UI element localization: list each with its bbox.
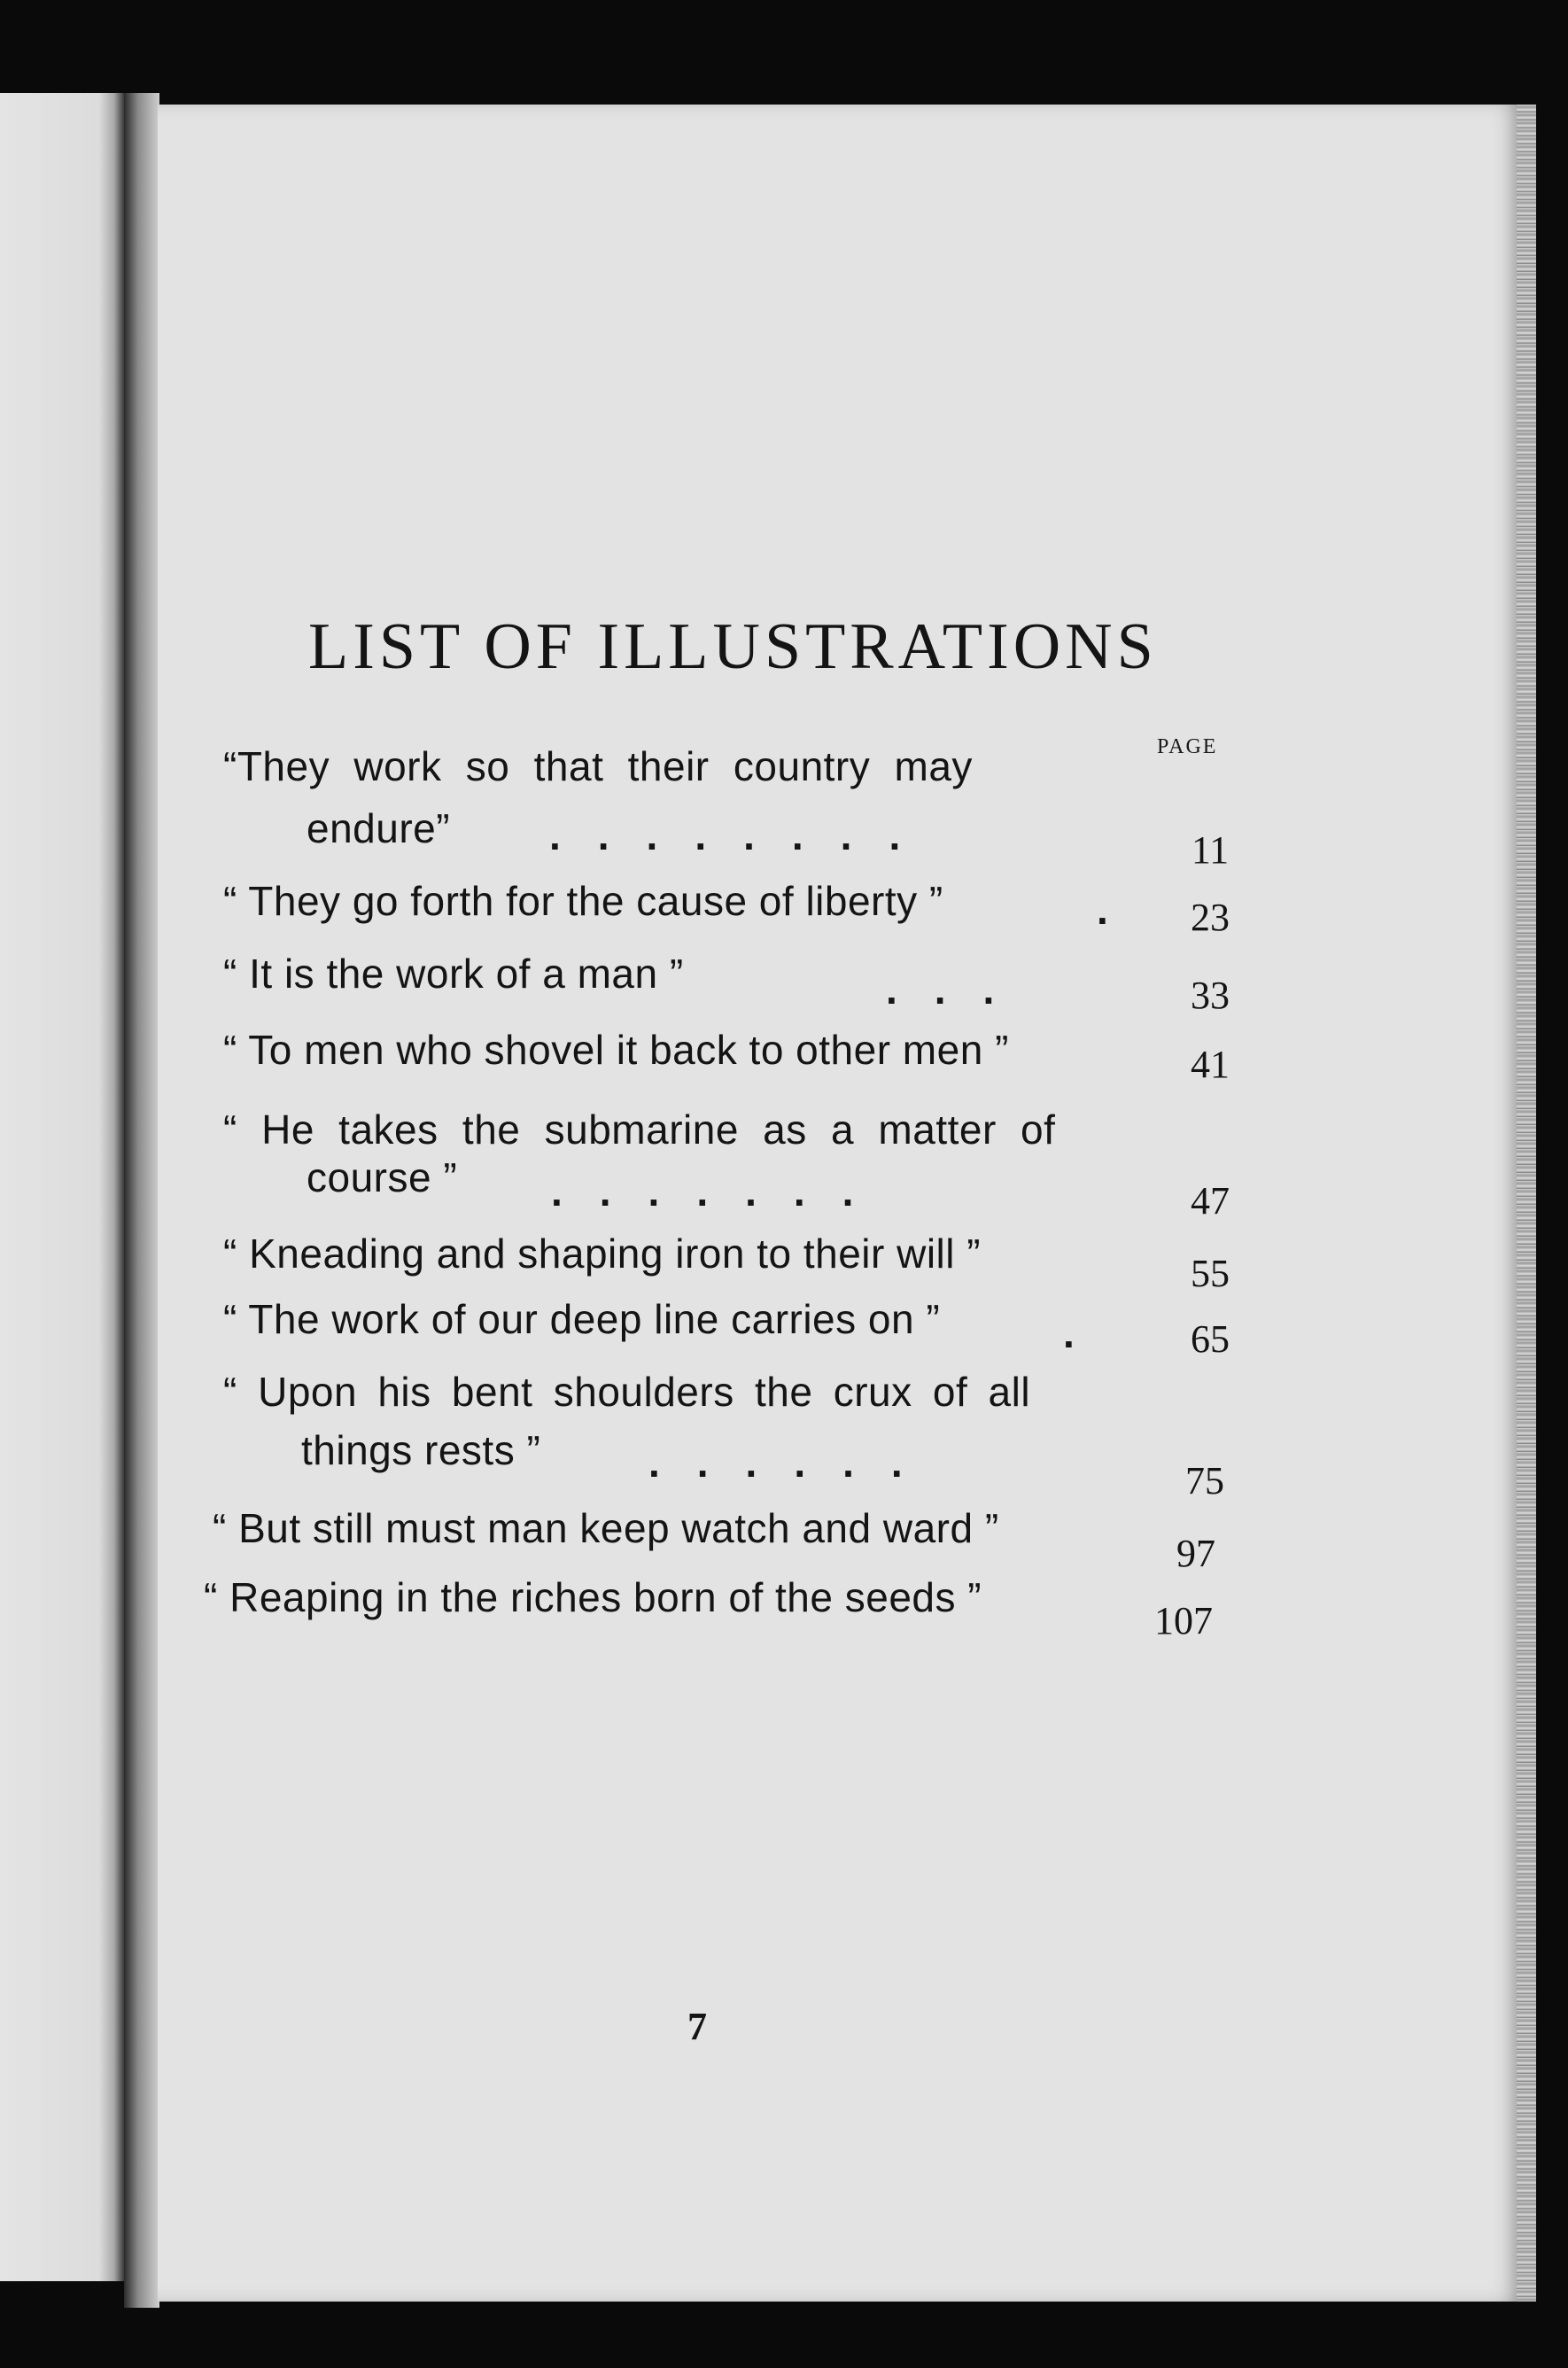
- entry-2-leader-dots: .: [1097, 887, 1145, 933]
- entry-4-line-1: “ To men who shovel it back to other men ”: [223, 1027, 1009, 1073]
- entry-1-leader-dots: ........: [549, 812, 938, 858]
- entry-9-page-number: 97: [1176, 1532, 1215, 1575]
- entry-3-line-1: “ It is the work of a man ”: [223, 951, 684, 997]
- entry-8-page-number: 75: [1185, 1459, 1224, 1502]
- entry-6-page-number: 55: [1191, 1252, 1230, 1295]
- entry-2-page-number: 23: [1191, 896, 1230, 939]
- entry-1-line-1: “They work so that their country may: [223, 743, 973, 789]
- entry-3-leader-dots: ...: [886, 967, 1032, 1013]
- page-title: LIST OF ILLUSTRATIONS: [308, 610, 1158, 683]
- entry-8-leader-dots: ......: [648, 1440, 940, 1486]
- entry-9-line-1: “ But still must man keep watch and ward ”: [213, 1505, 999, 1551]
- entry-10-page-number: 107: [1154, 1599, 1213, 1642]
- page-column-label: PAGE: [1157, 735, 1218, 758]
- entry-10-line-1: “ Reaping in the riches born of the seeds ”: [204, 1574, 982, 1620]
- entry-1-page-number: 11: [1191, 828, 1230, 872]
- entry-6-line-1: “ Kneading and shaping iron to their will ”: [223, 1231, 982, 1277]
- entry-3-page-number: 33: [1191, 974, 1230, 1017]
- entry-7-page-number: 65: [1191, 1317, 1230, 1361]
- entry-4-page-number: 41: [1191, 1043, 1230, 1086]
- entry-5-line-2: course ”: [307, 1154, 458, 1200]
- entry-7-line-1: “ The work of our deep line carries on ”: [223, 1296, 941, 1342]
- entry-5-line-1: “ He takes the submarine as a matter of: [223, 1106, 1056, 1153]
- folio-page-number: 7: [687, 2005, 707, 2048]
- entry-8-line-2: things rests ”: [301, 1427, 541, 1473]
- entry-8-line-1: “ Upon his bent shoulders the crux of all: [223, 1369, 1031, 1415]
- entry-7-leader-dots: .: [1063, 1310, 1112, 1356]
- entry-2-line-1: “ They go forth for the cause of liberty ”: [223, 878, 943, 924]
- entry-1-line-2: endure”: [307, 805, 451, 851]
- entry-5-page-number: 47: [1191, 1179, 1230, 1223]
- entry-5-leader-dots: .......: [551, 1168, 891, 1215]
